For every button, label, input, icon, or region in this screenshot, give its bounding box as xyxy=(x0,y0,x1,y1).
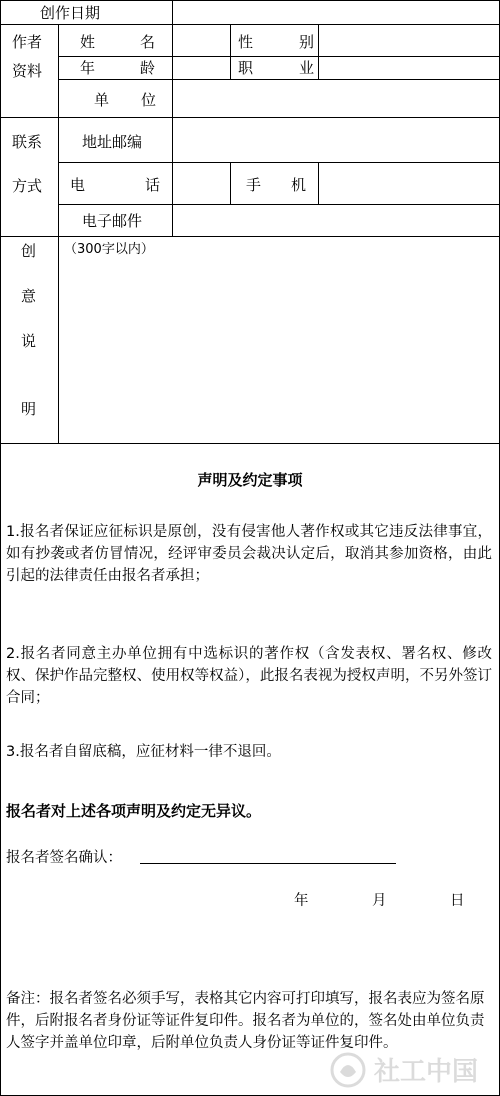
agreement-statement: 报名者对上述各项声明及约定无异议。 xyxy=(6,802,262,820)
remark-note: 备注：报名者签名必须手写，表格其它内容可打印填写，报名表应为签名原件，后附报名者身份证等证件复印件。报名者为单位的，签名处由单位负责人签字并盖单位印章，后附单位负责人身份证等证件复印件。 xyxy=(6,991,485,1051)
age-label: 年 龄 xyxy=(80,59,155,77)
description-hint: （300字以内） xyxy=(64,242,154,257)
contact-label-2: 方式 xyxy=(12,177,43,195)
date-year-label: 年 xyxy=(294,893,309,909)
signature-label: 报名者签名确认： xyxy=(6,850,122,866)
email-label: 电子邮件 xyxy=(82,212,143,230)
unit-label: 单 位 xyxy=(94,91,156,109)
watermark-logo xyxy=(330,1050,490,1090)
signature-line[interactable] xyxy=(140,863,396,864)
declaration-title: 声明及约定事项 xyxy=(197,471,303,489)
description-label-char: 说 xyxy=(21,332,37,350)
creation-date-label: 创作日期 xyxy=(40,4,101,22)
description-label-char: 意 xyxy=(21,287,37,305)
watermark-emblem-icon xyxy=(330,1050,490,1090)
description-label-char: 明 xyxy=(21,400,37,418)
name-label: 姓 名 xyxy=(80,33,155,51)
watermark-text: 社工中国 xyxy=(374,1057,479,1087)
declaration-item-1: 1.报名者保证应征标识是原创，没有侵害他人著作权或其它违反法律事宜，如有抄袭或者仿冒情况，经评审委员会裁决认定后，取消其参加资格，由此引起的法律责任由报名者承担； xyxy=(6,524,492,584)
date-day-label: 日 xyxy=(450,893,465,909)
phone-label: 电 话 xyxy=(70,176,160,194)
date-month-label: 月 xyxy=(372,893,387,909)
author-info-label-2: 资料 xyxy=(12,62,43,80)
author-info-label: 作者 xyxy=(12,33,43,51)
gender-label: 性 别 xyxy=(238,33,314,51)
declaration-item-2: 2.报名者同意主办单位拥有中选标识的著作权（含发表权、署名权、修改权、保护作品完整权、使用权等权益），此报名表视为授权声明，不另外签订合同； xyxy=(6,646,492,706)
contact-label: 联系 xyxy=(12,133,43,151)
declaration-item-3: 3.报名者自留底稿，应征材料一律不退回。 xyxy=(6,744,281,760)
mobile-label: 手 机 xyxy=(246,176,306,194)
address-label: 地址邮编 xyxy=(82,133,143,151)
occupation-label: 职 业 xyxy=(238,59,314,77)
description-label-char: 创 xyxy=(21,242,37,260)
